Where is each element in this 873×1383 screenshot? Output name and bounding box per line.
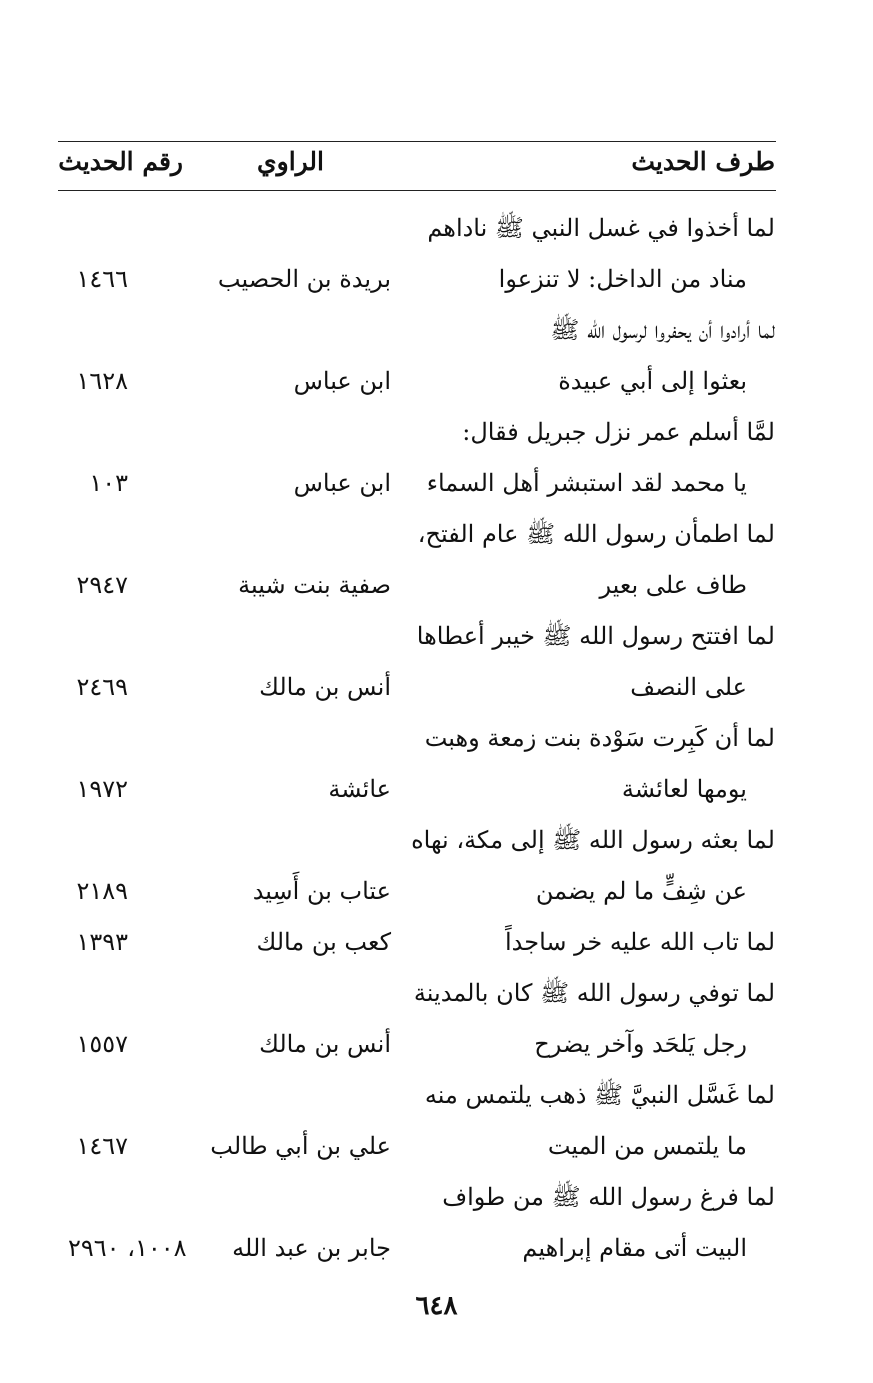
narrator-name: ابن عباس [293, 469, 391, 497]
hadith-text-line: لما أرادوا أن يحفروا لرسول الله ﷺ [550, 316, 775, 344]
hadith-number: ١٥٥٧ [76, 1030, 128, 1058]
header-top-rule [58, 141, 776, 142]
hadith-number: ١٤٦٧ [76, 1132, 128, 1160]
narrator-name: كعب بن مالك [256, 928, 391, 956]
hadith-text-line: البيت أتى مقام إبراهيم [522, 1234, 747, 1262]
narrator-name: عتاب بن أَسِيد [252, 877, 391, 905]
narrator-name: صفية بنت شيبة [238, 571, 391, 599]
hadith-number: ١٠٠٨، ٢٩٦٠ [68, 1234, 187, 1262]
hadith-number: ١٠٣ [89, 469, 128, 497]
hadith-text-line: على النصف [630, 673, 747, 701]
narrator-name: علي بن أبي طالب [210, 1132, 391, 1160]
column-header-hadith: طرف الحديث [631, 147, 775, 176]
hadith-text-line: لما فرغ رسول الله ﷺ من طواف [442, 1183, 775, 1211]
hadith-text-line: لما بعثه رسول الله ﷺ إلى مكة، نهاه [411, 826, 775, 854]
hadith-text-line: لما اطمأن رسول الله ﷺ عام الفتح، [417, 520, 775, 548]
hadith-text-line: رجل يَلحَد وآخر يضرح [534, 1030, 747, 1058]
hadith-text-line: يومها لعائشة [621, 775, 747, 803]
hadith-text-line: بعثوا إلى أبي عبيدة [558, 367, 747, 395]
hadith-text-line: مناد من الداخل: لا تنزعوا [498, 265, 747, 293]
hadith-text-line: لما أن كَبِرت سَوْدة بنت زمعة وهبت [424, 724, 775, 752]
narrator-name: أنس بن مالك [259, 1030, 391, 1058]
header-bottom-rule [58, 190, 776, 191]
hadith-number: ١٤٦٦ [76, 265, 128, 293]
hadith-text-line: لما افتتح رسول الله ﷺ خيبر أعطاها [416, 622, 775, 650]
hadith-text-line: ما يلتمس من الميت [547, 1132, 747, 1160]
hadith-text-line: طاف على بعير [599, 571, 747, 599]
hadith-number: ١٦٢٨ [76, 367, 128, 395]
narrator-name: جابر بن عبد الله [232, 1234, 391, 1262]
hadith-text-line: يا محمد لقد استبشر أهل السماء [426, 469, 747, 497]
narrator-name: بريدة بن الحصيب [217, 265, 391, 293]
hadith-text-line: لما توفي رسول الله ﷺ كان بالمدينة [413, 979, 775, 1007]
narrator-name: ابن عباس [293, 367, 391, 395]
hadith-text-line: عن شِفٍّ ما لم يضمن [535, 877, 747, 905]
hadith-text-line: لمَّا أسلم عمر نزل جبريل فقال: [462, 418, 775, 446]
hadith-number: ٢١٨٩ [76, 877, 128, 905]
hadith-text-line: لما غَسَّل النبيَّ ﷺ ذهب يلتمس منه [424, 1081, 775, 1109]
column-header-number: رقم الحديث [58, 147, 183, 176]
hadith-number: ٢٩٤٧ [76, 571, 128, 599]
page-number: ٦٤٨ [415, 1291, 458, 1321]
hadith-number: ١٣٩٣ [76, 928, 128, 956]
hadith-number: ١٩٧٢ [76, 775, 128, 803]
hadith-text-line: لما تاب الله عليه خر ساجداً [505, 928, 775, 956]
hadith-text-line: لما أخذوا في غسل النبي ﷺ ناداهم [427, 214, 775, 242]
narrator-name: أنس بن مالك [259, 673, 391, 701]
column-header-narrator: الراوي [257, 147, 324, 176]
narrator-name: عائشة [328, 775, 391, 803]
hadith-number: ٢٤٦٩ [76, 673, 128, 701]
